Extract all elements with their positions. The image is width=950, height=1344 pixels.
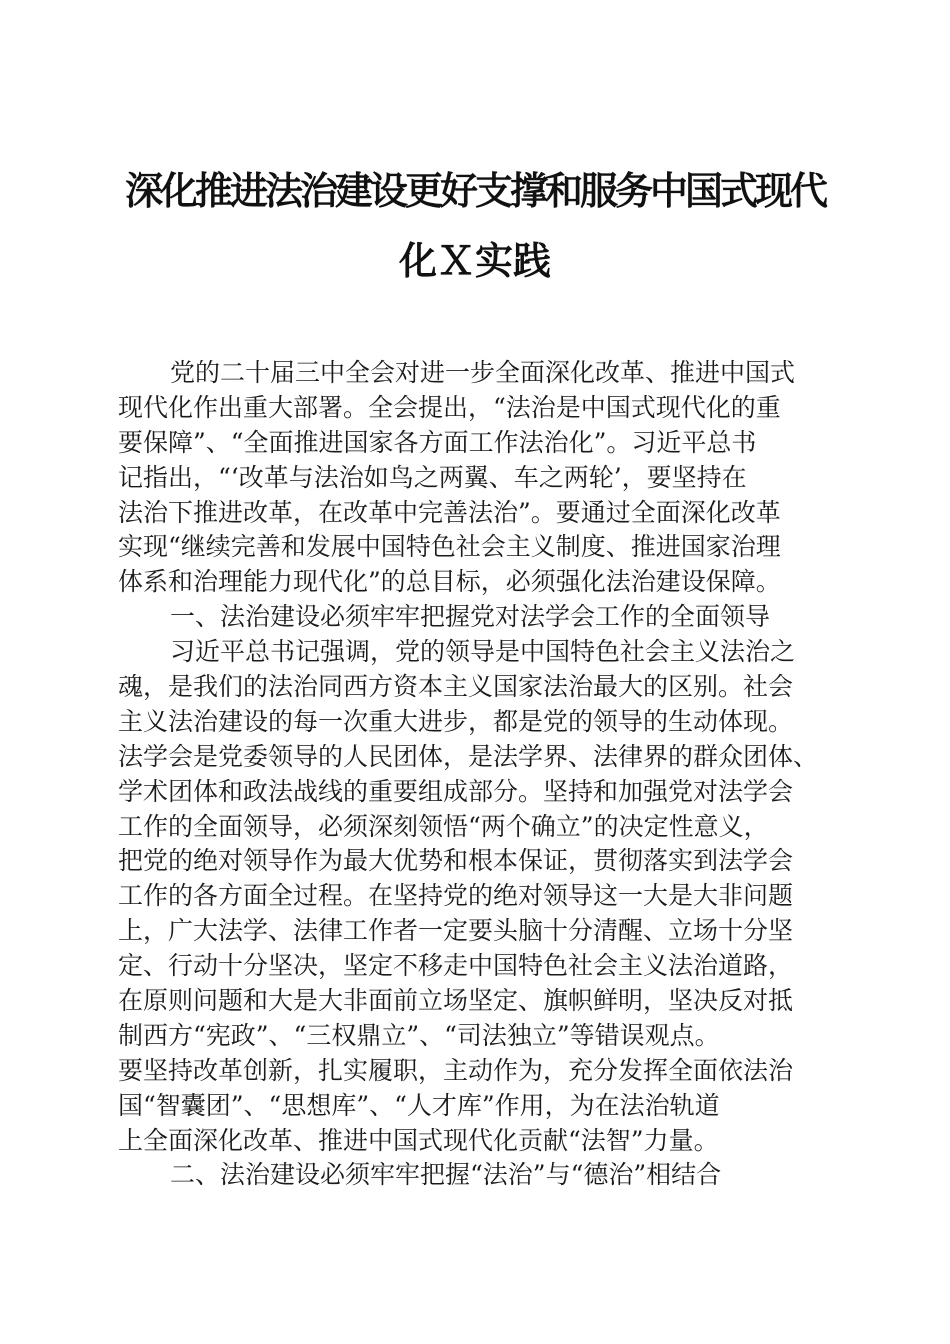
body-line: 二、法治建设必须牢牢把握“法治”与“德治”相结合 xyxy=(170,1160,722,1190)
body-line: 一、法治建设必须牢牢把握党对法学会工作的全面领导 xyxy=(170,602,771,632)
body-line: 上全面深化改革、推进中国式现代化贡献“法智”力量。 xyxy=(118,1125,719,1155)
body-line: 体系和治理能力现代化”的总目标，必须强化法治建设保障。 xyxy=(118,567,781,597)
document-title-line-1: 深化推进法治建设更好支撑和服务中国式现代 xyxy=(124,168,825,213)
body-line: 学术团体和政法战线的重要组成部分。坚持和加强党对法学会 xyxy=(118,776,794,806)
body-line: 工作的各方面全过程。在坚持党的绝对领导这一大是大非问题 xyxy=(118,881,794,911)
body-line: 法治下推进改革，在改革中完善法治”。要通过全面深化改革 xyxy=(118,497,781,527)
body-line: 制西方“宪政”、“三权鼎立”、“司法独立”等错误观点。 xyxy=(118,1020,720,1050)
document-title-line-2: 化Ｘ实践 xyxy=(398,238,551,283)
body-line: 定、行动十分坚决，坚定不移走中国特色社会主义法治道路， xyxy=(118,951,794,981)
body-line: 实现“继续完善和发展中国特色社会主义制度、推进国家治理 xyxy=(118,532,781,562)
body-line: 法学会是党委领导的人民团体，是法学界、法律界的群众团体、 xyxy=(118,741,819,771)
body-line: 把党的绝对领导作为最大优势和根本保证，贯彻落实到法学会 xyxy=(118,846,794,876)
body-line: 党的二十届三中全会对进一步全面深化改革、推进中国式 xyxy=(170,358,796,387)
body-line: 在原则问题和大是大非面前立场坚定、旗帜鲜明，坚决反对抵 xyxy=(118,986,794,1016)
body-line: 现代化作出重大部署。全会提出，“法治是中国式现代化的重 xyxy=(118,392,781,422)
body-line: 工作的全面领导，必须深刻领悟“两个确立”的决定性意义， xyxy=(118,811,769,841)
body-line: 习近平总书记强调，党的领导是中国特色社会主义法治之 xyxy=(170,637,796,667)
body-line: 记指出，“‘改革与法治如鸟之两翼、车之两轮’，要坚持在 xyxy=(118,462,747,492)
body-line: 上，广大法学、法律工作者一定要头脑十分清醒、立场十分坚 xyxy=(118,916,794,946)
body-line: 要坚持改革创新，扎实履职，主动作为，充分发挥全面依法治 xyxy=(118,1055,794,1085)
body-line: 主义法治建设的每一次重大进步，都是党的领导的生动体现。 xyxy=(118,706,794,736)
body-line: 魂，是我们的法治同西方资本主义国家法治最大的区别。社会 xyxy=(118,672,794,702)
body-line: 要保障”、“全面推进国家各方面工作法治化”。习近平总书 xyxy=(118,427,757,457)
document-body xyxy=(118,356,838,1193)
body-line: 国“智囊团”、“思想库”、“人才库”作用，为在法治轨道 xyxy=(118,1090,720,1120)
